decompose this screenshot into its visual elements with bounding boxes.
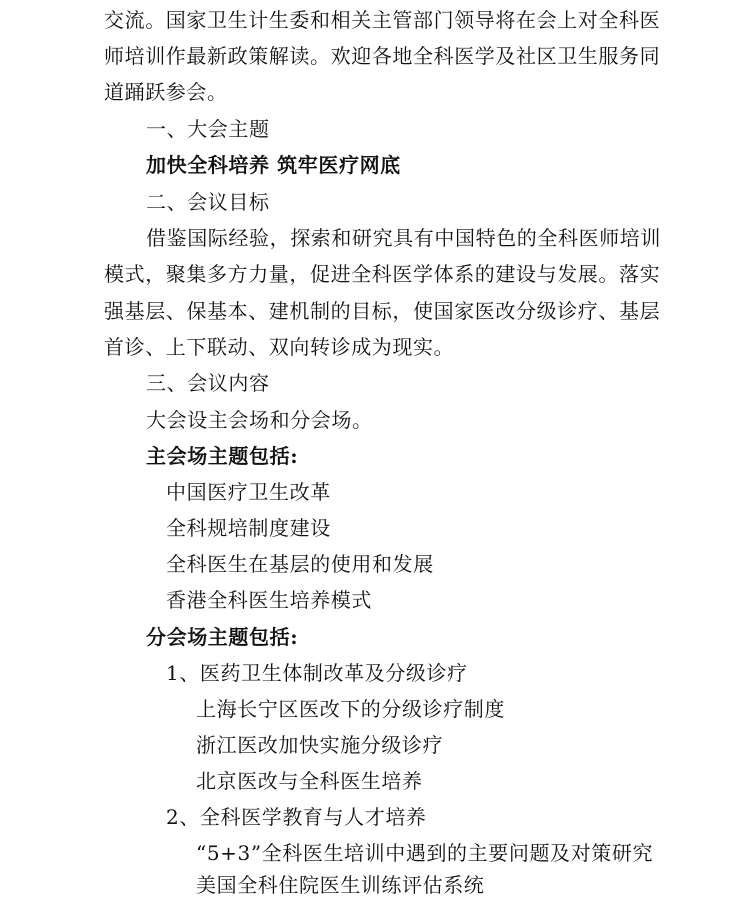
intro-line-1: 交流。国家卫生计生委和相关主管部门领导将在会上对全科医 [104,8,661,32]
section-2-heading: 二、会议目标 [146,190,270,214]
sub-venue-topic: “5+3”全科医生培训中遇到的主要问题及对策研究 [196,841,654,865]
sub-venue-topic: 浙江医改加快实施分级诊疗 [196,733,444,757]
main-venue-topic: 全科医生在基层的使用和发展 [166,552,434,576]
venue-intro: 大会设主会场和分会场。 [146,408,373,432]
sub-venue-topic: 美国全科住院医生训练评估系统 [196,873,485,897]
main-venue-topic: 全科规培制度建设 [166,516,331,540]
goal-paragraph-line-1: 借鉴国际经验，探索和研究具有中国特色的全科医师培训 [146,226,661,250]
sub-venue-group-title: 2、全科医学教育与人才培养 [166,805,427,829]
goal-paragraph-line-4: 首诊、上下联动、双向转诊成为现实。 [104,335,455,359]
section-3-heading: 三、会议内容 [146,371,270,395]
intro-line-2: 师培训作最新政策解读。欢迎各地全科医学及社区卫生服务同 [104,44,661,68]
main-venue-title: 主会场主题包括: [146,444,299,468]
sub-venue-title: 分会场主题包括: [146,625,299,649]
conference-theme: 加快全科培养 筑牢医疗网底 [146,153,401,177]
goal-paragraph-line-3: 强基层、保基本、建机制的目标，使国家医改分级诊疗、基层 [104,299,661,323]
main-venue-topic: 香港全科医生培养模式 [166,588,372,612]
sub-venue-topic: 北京医改与全科医生培养 [196,769,423,793]
sub-venue-topic: 上海长宁区医改下的分级诊疗制度 [196,697,505,721]
sub-venue-group-title: 1、医药卫生体制改革及分级诊疗 [166,661,468,685]
goal-paragraph-line-2: 模式，聚集多方力量，促进全科医学体系的建设与发展。落实 [104,262,661,286]
intro-line-3: 道踊跃参会。 [104,80,228,104]
section-1-heading: 一、大会主题 [146,117,270,141]
main-venue-topic: 中国医疗卫生改革 [166,480,331,504]
